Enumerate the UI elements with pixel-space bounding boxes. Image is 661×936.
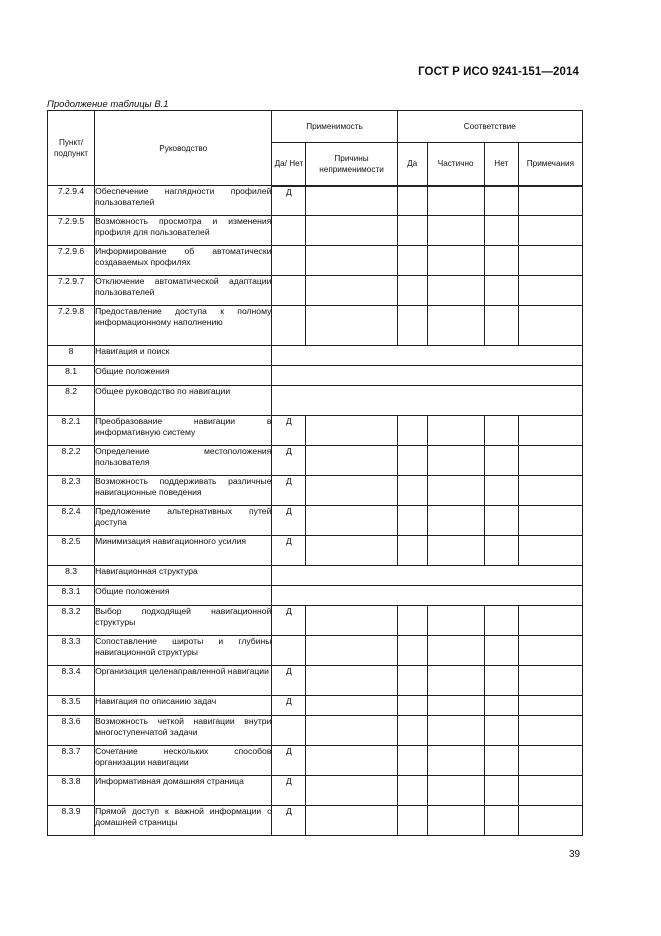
- header-yes-no: Да/ Нет: [272, 143, 306, 186]
- reasons-cell: [306, 776, 397, 806]
- section-blank-cell: [272, 386, 583, 416]
- conf-no-cell: [484, 276, 518, 306]
- conf-yes-cell: [397, 186, 427, 216]
- section-blank-cell: [272, 366, 583, 386]
- reasons-cell: [306, 276, 397, 306]
- conf-partial-cell: [427, 636, 484, 666]
- table-row: [48, 536, 583, 566]
- reasons-cell: [306, 446, 397, 476]
- table-row: [48, 476, 583, 506]
- guidance-text: Возможность просмотра и изменения профиля для пользователей: [95, 216, 272, 246]
- conf-partial-cell: [427, 446, 484, 476]
- page-number: 39: [569, 849, 581, 860]
- notes-cell: [518, 696, 582, 716]
- table-row: [48, 246, 583, 276]
- item-number: 8.3: [48, 566, 95, 586]
- conf-partial-cell: [427, 716, 484, 746]
- conf-partial-cell: [427, 746, 484, 776]
- header-applicability: Применимость: [272, 111, 397, 143]
- yes-no-cell: Д: [272, 446, 306, 476]
- reasons-cell: [306, 606, 397, 636]
- conf-yes-cell: [397, 606, 427, 636]
- guidance-text: Общие положения: [95, 366, 272, 386]
- conf-no-cell: [484, 186, 518, 216]
- item-number: 7.2.9.6: [48, 246, 95, 276]
- guidance-text: Сопоставление широты и глубины навигационной структуры: [95, 636, 272, 666]
- guidance-text: Выбор подходящей навигационной структуры: [95, 606, 272, 636]
- item-number: 7.2.9.8: [48, 306, 95, 346]
- notes-cell: [518, 716, 582, 746]
- section-row: [48, 346, 583, 366]
- yes-no-cell: Д: [272, 606, 306, 636]
- reasons-cell: [306, 536, 397, 566]
- notes-cell: [518, 746, 582, 776]
- conf-partial-cell: [427, 806, 484, 836]
- conf-partial-cell: [427, 506, 484, 536]
- table-row: [48, 416, 583, 446]
- conf-yes-cell: [397, 716, 427, 746]
- conf-no-cell: [484, 696, 518, 716]
- item-number: 8.2.4: [48, 506, 95, 536]
- conf-yes-cell: [397, 476, 427, 506]
- table-row: [48, 666, 583, 696]
- notes-cell: [518, 636, 582, 666]
- conf-yes-cell: [397, 306, 427, 346]
- guidance-text: Навигационная структура: [95, 566, 272, 586]
- notes-cell: [518, 416, 582, 446]
- conf-partial-cell: [427, 696, 484, 716]
- reasons-cell: [306, 696, 397, 716]
- reasons-cell: [306, 666, 397, 696]
- notes-cell: [518, 606, 582, 636]
- yes-no-cell: Д: [272, 476, 306, 506]
- section-row: [48, 586, 583, 606]
- item-number: 8.3.1: [48, 586, 95, 606]
- table-row: [48, 216, 583, 246]
- yes-no-cell: Д: [272, 746, 306, 776]
- header-no: Нет: [484, 143, 518, 186]
- header-partial: Частично: [427, 143, 484, 186]
- conf-no-cell: [484, 306, 518, 346]
- guidance-text: Общее руководство по навигации: [95, 386, 272, 416]
- table-row: [48, 186, 583, 216]
- notes-cell: [518, 246, 582, 276]
- reasons-cell: [306, 636, 397, 666]
- table-row: [48, 506, 583, 536]
- guidance-text: Обеспечение наглядности профилей пользователей: [95, 186, 272, 216]
- notes-cell: [518, 506, 582, 536]
- table-row: [48, 606, 583, 636]
- conf-partial-cell: [427, 666, 484, 696]
- conf-partial-cell: [427, 216, 484, 246]
- section-row: [48, 566, 583, 586]
- conf-yes-cell: [397, 276, 427, 306]
- section-row: [48, 386, 583, 416]
- conformance-table: [47, 110, 583, 836]
- yes-no-cell: [272, 216, 306, 246]
- item-number: 8.3.5: [48, 696, 95, 716]
- conf-partial-cell: [427, 476, 484, 506]
- conf-partial-cell: [427, 776, 484, 806]
- guidance-text: Отключение автоматической адаптации пользователей: [95, 276, 272, 306]
- reasons-cell: [306, 506, 397, 536]
- reasons-cell: [306, 806, 397, 836]
- conf-no-cell: [484, 446, 518, 476]
- conf-no-cell: [484, 216, 518, 246]
- table-row: [48, 636, 583, 666]
- yes-no-cell: Д: [272, 776, 306, 806]
- item-number: 8.2.5: [48, 536, 95, 566]
- guidance-text: Прямой доступ к важной информации с домашней страницы: [95, 806, 272, 836]
- conf-no-cell: [484, 776, 518, 806]
- item-number: 8.2.2: [48, 446, 95, 476]
- guidance-text: Навигация по описанию задач: [95, 696, 272, 716]
- reasons-cell: [306, 186, 397, 216]
- yes-no-cell: Д: [272, 416, 306, 446]
- conf-no-cell: [484, 636, 518, 666]
- conf-no-cell: [484, 536, 518, 566]
- item-number: 7.2.9.5: [48, 216, 95, 246]
- item-number: 8.3.3: [48, 636, 95, 666]
- yes-no-cell: Д: [272, 806, 306, 836]
- notes-cell: [518, 446, 582, 476]
- header-notes: Примечания: [518, 143, 582, 186]
- yes-no-cell: Д: [272, 506, 306, 536]
- conf-yes-cell: [397, 506, 427, 536]
- reasons-cell: [306, 746, 397, 776]
- header-item: Пункт/ подпункт: [48, 111, 95, 186]
- guidance-text: Информирование об автоматически создаваемых профилях: [95, 246, 272, 276]
- item-number: 8.3.8: [48, 776, 95, 806]
- conf-partial-cell: [427, 246, 484, 276]
- conf-yes-cell: [397, 806, 427, 836]
- header-guidance: Руководство: [95, 111, 272, 186]
- notes-cell: [518, 276, 582, 306]
- header-yes: Да: [397, 143, 427, 186]
- yes-no-cell: [272, 636, 306, 666]
- guidance-text: Общие положения: [95, 586, 272, 606]
- guidance-text: Возможность поддерживать различные навигационные поведения: [95, 476, 272, 506]
- guidance-text: Организация целенаправленной навигации: [95, 666, 272, 696]
- table-caption: Продолжение таблицы В.1: [47, 99, 169, 110]
- yes-no-cell: [272, 276, 306, 306]
- header-reasons: Причины неприменимости: [306, 143, 397, 186]
- yes-no-cell: [272, 716, 306, 746]
- table-row: [48, 746, 583, 776]
- yes-no-cell: [272, 306, 306, 346]
- conf-yes-cell: [397, 216, 427, 246]
- item-number: 8.3.9: [48, 806, 95, 836]
- header-conformance: Соответствие: [397, 111, 582, 143]
- document-header: ГОСТ Р ИСО 9241-151—2014: [418, 66, 579, 78]
- reasons-cell: [306, 216, 397, 246]
- conf-no-cell: [484, 476, 518, 506]
- conf-no-cell: [484, 746, 518, 776]
- table-row: [48, 306, 583, 346]
- item-number: 8.2: [48, 386, 95, 416]
- conf-no-cell: [484, 716, 518, 746]
- conf-partial-cell: [427, 306, 484, 346]
- conf-yes-cell: [397, 666, 427, 696]
- conf-yes-cell: [397, 446, 427, 476]
- notes-cell: [518, 776, 582, 806]
- guidance-text: Преобразование навигации в информативную систему: [95, 416, 272, 446]
- guidance-text: Сочетание нескольких способов организации навигации: [95, 746, 272, 776]
- notes-cell: [518, 476, 582, 506]
- section-blank-cell: [272, 566, 583, 586]
- guidance-text: Определение местоположения пользователя: [95, 446, 272, 476]
- reasons-cell: [306, 306, 397, 346]
- yes-no-cell: Д: [272, 696, 306, 716]
- conf-yes-cell: [397, 696, 427, 716]
- conf-no-cell: [484, 506, 518, 536]
- yes-no-cell: [272, 246, 306, 276]
- yes-no-cell: Д: [272, 666, 306, 696]
- conf-partial-cell: [427, 606, 484, 636]
- conf-no-cell: [484, 416, 518, 446]
- guidance-text: Навигация и поиск: [95, 346, 272, 366]
- table-row: [48, 446, 583, 476]
- item-number: 8.1: [48, 366, 95, 386]
- guidance-text: Возможность четкой навигации внутри многоступенчатой задачи: [95, 716, 272, 746]
- table-row: [48, 276, 583, 306]
- conf-yes-cell: [397, 246, 427, 276]
- item-number: 8.3.2: [48, 606, 95, 636]
- guidance-text: Предложение альтернативных путей доступа: [95, 506, 272, 536]
- item-number: 8.3.4: [48, 666, 95, 696]
- reasons-cell: [306, 476, 397, 506]
- section-blank-cell: [272, 346, 583, 366]
- notes-cell: [518, 216, 582, 246]
- reasons-cell: [306, 716, 397, 746]
- conf-partial-cell: [427, 276, 484, 306]
- guidance-text: Предоставление доступа к полному информационному наполнению: [95, 306, 272, 346]
- table-row: [48, 696, 583, 716]
- item-number: 8.2.1: [48, 416, 95, 446]
- notes-cell: [518, 806, 582, 836]
- reasons-cell: [306, 246, 397, 276]
- item-number: 8: [48, 346, 95, 366]
- conf-no-cell: [484, 606, 518, 636]
- conf-yes-cell: [397, 746, 427, 776]
- table-row: [48, 806, 583, 836]
- conf-yes-cell: [397, 776, 427, 806]
- reasons-cell: [306, 416, 397, 446]
- yes-no-cell: Д: [272, 186, 306, 216]
- item-number: 8.3.6: [48, 716, 95, 746]
- guidance-text: Информативная домашняя страница: [95, 776, 272, 806]
- notes-cell: [518, 536, 582, 566]
- section-blank-cell: [272, 586, 583, 606]
- conf-no-cell: [484, 806, 518, 836]
- table-row: [48, 716, 583, 746]
- conf-no-cell: [484, 666, 518, 696]
- item-number: 8.2.3: [48, 476, 95, 506]
- notes-cell: [518, 306, 582, 346]
- item-number: 7.2.9.4: [48, 186, 95, 216]
- conf-partial-cell: [427, 536, 484, 566]
- section-row: [48, 366, 583, 386]
- yes-no-cell: Д: [272, 536, 306, 566]
- conf-yes-cell: [397, 536, 427, 566]
- conf-partial-cell: [427, 186, 484, 216]
- notes-cell: [518, 186, 582, 216]
- table-row: [48, 776, 583, 806]
- conf-yes-cell: [397, 416, 427, 446]
- item-number: 7.2.9.7: [48, 276, 95, 306]
- notes-cell: [518, 666, 582, 696]
- conf-partial-cell: [427, 416, 484, 446]
- conf-yes-cell: [397, 636, 427, 666]
- guidance-text: Минимизация навигационного усилия: [95, 536, 272, 566]
- conf-no-cell: [484, 246, 518, 276]
- item-number: 8.3.7: [48, 746, 95, 776]
